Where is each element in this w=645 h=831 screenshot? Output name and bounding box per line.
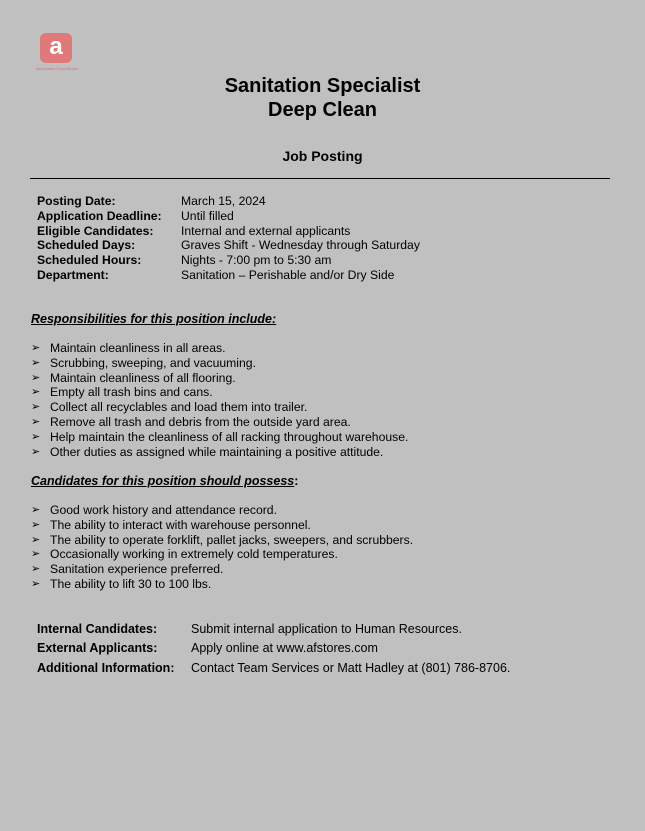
header-divider [30, 178, 610, 179]
qualifications-heading-colon: : [294, 474, 299, 488]
arrow-bullet-icon: ➢ [31, 518, 41, 531]
list-item [31, 385, 408, 400]
company-logo [31, 33, 83, 73]
list-item-text: Empty all trash bins and cans. [50, 385, 213, 400]
contact-row [37, 622, 510, 641]
detail-label: Application Deadline: [37, 208, 162, 223]
contact-label: Internal Candidates: [37, 622, 158, 636]
contact-section [37, 622, 510, 680]
list-item [31, 518, 413, 533]
qualifications-list [31, 503, 413, 592]
list-item [31, 562, 413, 577]
detail-row [37, 194, 420, 209]
contact-value: Contact Team Services or Matt Hadley at (801) 786-8706. [191, 660, 511, 675]
arrow-bullet-icon: ➢ [31, 445, 41, 458]
list-item [31, 341, 408, 356]
list-item-text: The ability to operate forklift, pallet jacks, sweepers, and scrubbers. [50, 532, 414, 547]
contact-value: Submit internal application to Human Resources. [191, 622, 462, 636]
arrow-bullet-icon: ➢ [31, 356, 41, 369]
arrow-bullet-icon: ➢ [31, 415, 41, 428]
list-item-text: Other duties as assigned while maintaining a positive attitude. [50, 444, 384, 459]
list-item [31, 371, 408, 386]
detail-value: March 15, 2024 [181, 194, 266, 208]
arrow-bullet-icon: ➢ [31, 548, 41, 561]
responsibilities-list [31, 341, 408, 459]
arrow-bullet-icon: ➢ [31, 577, 41, 590]
detail-label: Eligible Candidates: [37, 223, 154, 238]
list-item [31, 400, 408, 415]
detail-label: Scheduled Hours: [37, 253, 142, 268]
list-item-text: Remove all trash and debris from the outside yard area. [50, 414, 351, 429]
detail-value: Internal and external applicants [181, 223, 351, 238]
job-title-subline: Deep Clean [268, 99, 377, 121]
list-item [31, 356, 408, 371]
arrow-bullet-icon: ➢ [31, 430, 41, 443]
detail-label: Scheduled Days: [37, 238, 136, 253]
detail-row [37, 209, 420, 224]
arrow-bullet-icon: ➢ [31, 386, 41, 399]
detail-row [37, 238, 420, 253]
arrow-bullet-icon: ➢ [31, 504, 41, 516]
list-item [31, 503, 413, 518]
logo-caption: Associated Food Stores [35, 66, 79, 71]
contact-value: Apply online at www.afstores.com [191, 641, 378, 656]
list-item-text: Maintain cleanliness in all areas. [50, 341, 226, 355]
contact-label: Additional Information: [37, 660, 175, 675]
arrow-bullet-icon: ➢ [31, 342, 41, 354]
list-item [31, 533, 413, 548]
list-item-text: Good work history and attendance record. [50, 503, 277, 517]
detail-value: Nights - 7:00 pm to 5:30 am [181, 253, 332, 268]
arrow-bullet-icon: ➢ [31, 533, 41, 546]
detail-row [37, 268, 420, 283]
list-item [31, 415, 408, 430]
logo-letter: a [49, 32, 63, 60]
list-item-text: Occasionally working in extremely cold temperatures. [50, 547, 338, 562]
detail-value: Sanitation – Perishable and/or Dry Side [181, 267, 395, 282]
arrow-bullet-icon: ➢ [31, 563, 41, 576]
posting-subtitle: Job Posting [282, 148, 363, 164]
list-item [31, 547, 413, 562]
contact-row [37, 661, 510, 680]
detail-row [37, 224, 420, 239]
arrow-bullet-icon: ➢ [31, 371, 41, 384]
list-item-text: The ability to interact with warehouse personnel. [50, 517, 311, 532]
arrow-bullet-icon: ➢ [31, 401, 41, 414]
list-item-text: Maintain cleanliness of all flooring. [50, 370, 236, 385]
logo-mark [40, 33, 72, 63]
detail-value: Until filled [181, 208, 234, 223]
responsibilities-heading: Responsibilities for this position include: [31, 312, 277, 326]
list-item-text: The ability to lift 30 to 100 lbs. [50, 576, 212, 591]
qualifications-heading-text: Candidates for this position should possess [31, 474, 295, 488]
detail-row [37, 253, 420, 268]
contact-row [37, 641, 510, 660]
list-item [31, 577, 413, 592]
detail-label: Posting Date: [37, 194, 116, 208]
detail-label: Department: [37, 267, 109, 282]
contact-label: External Applicants: [37, 641, 158, 656]
list-item-text: Sanitation experience preferred. [50, 562, 224, 577]
list-item [31, 445, 408, 460]
list-item-text: Scrubbing, sweeping, and vacuuming. [50, 355, 256, 370]
list-item [31, 430, 408, 445]
detail-value: Graves Shift - Wednesday through Saturday [181, 238, 420, 253]
job-title: Sanitation Specialist [224, 75, 421, 97]
list-item-text: Help maintain the cleanliness of all racking throughout warehouse. [50, 429, 409, 444]
posting-details [37, 194, 420, 283]
list-item-text: Collect all recyclables and load them into trailer. [50, 400, 308, 415]
qualifications-heading [31, 474, 298, 488]
